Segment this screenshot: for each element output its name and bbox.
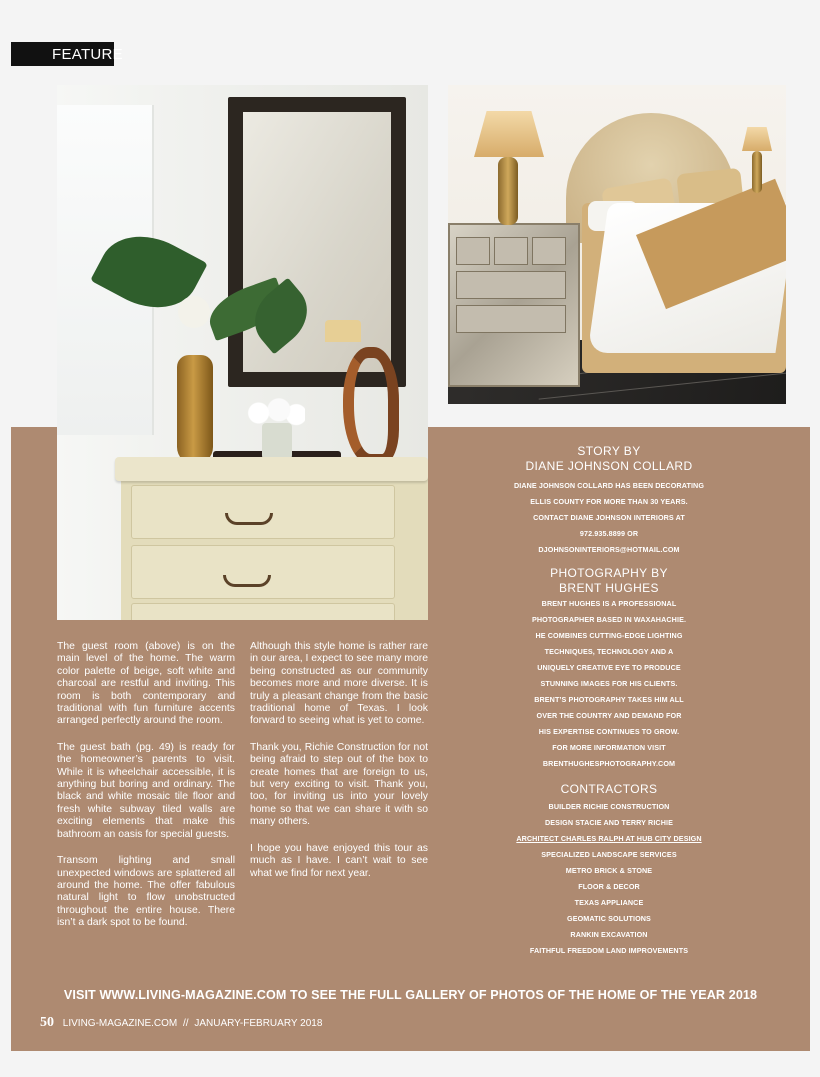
footer-separator: // [183, 1018, 189, 1029]
photo-line: FOR MORE INFORMATION VISIT [552, 743, 666, 752]
photo-line: UNIQUELY CREATIVE EYE TO PRODUCE [537, 663, 681, 672]
photo-author: BRENT HUGHES [559, 581, 659, 595]
contractor: FAITHFUL FREEDOM LAND IMPROVEMENTS [529, 946, 689, 955]
contractors-heading: CONTRACTORS [560, 782, 658, 796]
contractor: RANKIN EXCAVATION [570, 930, 648, 939]
photo-dresser-mirror [57, 85, 428, 620]
flower [178, 296, 210, 328]
paragraph: The guest room (above) is on the main level of the home. The warm color palette of beige, soft white and charcoal are restful and inviting. This room is both contemporary and traditional with fun furniture accents arranged perfectly around the room. [57, 641, 235, 727]
story-author: DIANE JOHNSON COLLARD [525, 459, 693, 473]
page-number: 50 [40, 1015, 54, 1030]
flowers [247, 397, 305, 429]
section-tag [11, 42, 123, 66]
photo-bedroom [448, 85, 786, 404]
credits [478, 444, 740, 959]
story-heading: STORY BY [577, 444, 641, 458]
story-line: CONTACT DIANE JOHNSON INTERIORS AT [533, 513, 685, 522]
contractor: GEOMATIC SOLUTIONS [567, 914, 651, 923]
column-middle [250, 641, 428, 894]
photo-line: OVER THE COUNTRY AND DEMAND FOR [536, 711, 682, 720]
gallery-callout: VISIT WWW.LIVING-MAGAZINE.COM TO SEE THE FULL GALLERY OF PHOTOS OF THE HOME OF THE YEAR 2018 [63, 988, 758, 1002]
contractor: ARCHITECT CHARLES RALPH AT HUB CITY DESIGN [516, 834, 702, 843]
paragraph: Transom lighting and small unexpected windows are splattered all around the home. The offer fabulous natural light to flow unobstructed throughout the entire house. There isn’t a dark spot to be found. [57, 855, 235, 929]
photo-line: BRENTHUGHESPHOTOGRAPHY.COM [542, 759, 676, 768]
footer-issue: JANUARY-FEBRUARY 2018 [194, 1018, 323, 1029]
section-tag-label: FEATURE [52, 46, 123, 63]
story-line: 972.935.8899 OR [579, 529, 639, 538]
contractor: SPECIALIZED LANDSCAPE SERVICES [541, 850, 677, 859]
contractor: DESIGN STACIE AND TERRY RICHIE [545, 818, 673, 827]
paragraph: Thank you, Richie Construction for not being afraid to step out of the box to create homes that are foreign to us, but very exciting to visit. Thank you, too, for inviting us into your lovely home so that we can share it with so many others. [250, 741, 428, 828]
photo-heading: PHOTOGRAPHY BY [550, 566, 668, 580]
contractor: TEXAS APPLIANCE [574, 898, 644, 907]
footer-site: LIVING-MAGAZINE.COM [62, 1018, 178, 1029]
page-footer [40, 1015, 322, 1031]
vase [177, 355, 213, 465]
photo-line: PHOTOGRAPHER BASED IN WAXAHACHIE. [531, 615, 687, 624]
photo-line: TECHNIQUES, TECHNOLOGY AND A [544, 647, 674, 656]
photo-line: BRENT’S PHOTOGRAPHY TAKES HIM ALL [534, 695, 684, 704]
paragraph: I hope you have enjoyed this tour as much as I have. I can’t wait to see what we find for next year. [250, 842, 428, 879]
sculpture [343, 347, 399, 465]
contractor: FLOOR & DECOR [578, 882, 640, 891]
paragraph: Although this style home is rather rare in our area, I expect to see many more being constructed as our community becomes more and more diverse. It is truly a pleasant change from the basic traditional home of Texas. I look forward to seeing what is yet to come. [250, 641, 428, 727]
contractor: BUILDER RICHIE CONSTRUCTION [548, 802, 670, 811]
photo-line: HIS EXPERTISE CONTINUES TO GROW. [538, 727, 680, 736]
photo-line: BRENT HUGHES IS A PROFESSIONAL [541, 599, 677, 608]
story-line: DJOHNSONINTERIORS@HOTMAIL.COM [538, 545, 680, 554]
column-left [57, 641, 235, 944]
story-line: ELLIS COUNTY FOR MORE THAN 30 YEARS. [530, 497, 688, 506]
photo-line: STUNNING IMAGES FOR HIS CLIENTS. [540, 679, 678, 688]
paragraph: The guest bath (pg. 49) is ready for the homeowner’s parents to visit. While it is wheelchair accessible, it is anything but boring and ordinary. The black and white mosaic tile floor and fresh white subway tiled walls are exciting elements that make this bathroom an oasis for special guests. [57, 741, 235, 840]
photo-line: HE COMBINES CUTTING-EDGE LIGHTING [535, 631, 683, 640]
story-line: DIANE JOHNSON COLLARD HAS BEEN DECORATING [513, 481, 705, 490]
contractor: METRO BRICK & STONE [565, 866, 653, 875]
